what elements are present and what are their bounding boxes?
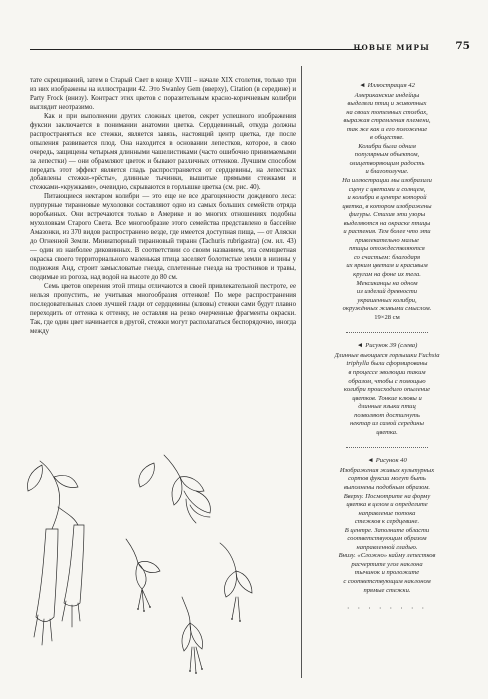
caption-line: нектар из самой середины	[350, 420, 424, 428]
caption-line: колибри происходило опыление	[343, 386, 431, 394]
leaf-left-1	[28, 465, 43, 491]
caption-line: Длинные вьющиеся горлышки Fuchsia	[334, 351, 440, 359]
caption-line: сцену с цветами и солнцем,	[348, 185, 426, 193]
caption-figure-39	[308, 342, 466, 437]
petal-lines-left	[34, 615, 52, 645]
caption-line: и колибри в центре которой	[347, 194, 427, 202]
caption-line: направленной гладью.	[356, 543, 418, 551]
caption-illustration-42	[308, 82, 466, 322]
caption-line: Мексиканцы на одном	[356, 279, 418, 287]
stem-branch	[58, 507, 78, 525]
caption-line: На иллюстрации мы изобразили	[342, 177, 432, 185]
caption-line: позволяют достигнуть	[354, 411, 420, 419]
page-header	[30, 40, 470, 54]
corolla-middle	[136, 563, 146, 589]
caption-line: и растения. Тем более что эти	[343, 228, 431, 236]
body-paragraph: Семь цветов оперения этой птицы отличаются в своей привлекательной пестроте, ее нельзя пропустить, не учитывая многообразия оттенков! По мере распространения последовательных слоев лучшей глади от сердцевины (клювы) стежки сами будут плавно переходить от оттенка к оттенку, не оставляя на резко очерченные фрагменты окраски. Так, где один цвет начинается в другой, стежки могут располагаться беспорядочно, иногда между	[30, 282, 296, 335]
stamen-middle	[138, 589, 150, 611]
fuchsia-stem-middle	[126, 539, 138, 563]
caption-line: их ярким цветам и красивым	[346, 262, 428, 270]
corolla-lower	[224, 571, 236, 597]
leaf-right	[139, 463, 155, 487]
caption-line: кругам на фоне их тела.	[353, 271, 421, 279]
caption-line: длинные языки птиц	[358, 403, 416, 411]
caption-title: Рисунок 39 (слева)	[365, 342, 418, 350]
caption-line: привлекательно малые	[355, 236, 419, 244]
caption-title: Рисунок 40	[375, 457, 407, 465]
flower-tube-left	[36, 529, 58, 622]
caption-line: популярным объектом,	[354, 151, 420, 159]
caption-line: Колибри была одним	[358, 142, 416, 150]
caption-line: Вверху. Посмотрите на форму	[343, 492, 431, 500]
caption-title: Иллюстрация 42	[367, 82, 415, 89]
caption-line: сортов фуксии могут быть	[348, 475, 426, 483]
caption-line: соответствующим образом	[347, 535, 427, 543]
sepal-bottom-2	[190, 623, 203, 649]
caption-line: прямые стежки.	[363, 586, 411, 594]
caption-line: направление потока	[358, 509, 416, 517]
caption-line: Американские индейцы	[354, 91, 420, 99]
caption-line: цветка в целом и определите	[346, 501, 428, 509]
caption-line: на своих тотемных столбах,	[346, 108, 428, 116]
caption-line: цветка, в котором изображены	[342, 202, 432, 210]
header-rule	[30, 49, 362, 50]
stamen-bottom	[190, 647, 202, 673]
caption-line: Изображения живых культурных	[339, 466, 435, 474]
caption-divider	[346, 447, 428, 448]
sepal-bottom	[182, 623, 191, 651]
body-paragraph: Как и при выполнении других сложных цветов, секрет успешного изображения фуксии заключается в понимании анатомии цветка. Сердцевинный, откуда должны распространяться все стежки, является завязь, настоящий центр цветка, где после опыления развивается плод. Она находится в основании лепестков, которое, в свою очередь, защищены четырьмя длинными чашелистиками (часто ошибочно принимаемыми за лепестки) — они обрамляют цветок и бывают различных оттенков. Лучшим способом передать этот эффект является гладь распространяется от сердцевины, на лепестках добавлены стежки-«рёсты», длинные тычинки, вышитые прямыми стежками и стежками-«кружками», очевидно, скрываются в горлышке цветка (см. рис. 40).	[30, 112, 296, 192]
caption-line: украшенных колибри,	[357, 296, 417, 304]
stamen-lower	[232, 597, 240, 621]
caption-line: В центре. Заполните области	[344, 526, 430, 534]
caption-line: и благополучие.	[365, 168, 409, 176]
arrow-icon: ◄	[356, 342, 364, 350]
ornament-dots: · · · · · · · ·	[346, 604, 428, 614]
fuchsia-stem-right	[164, 455, 180, 477]
sepal-1	[180, 477, 204, 492]
body-paragraph: Питающиеся нектаром колибри — это еще не все драгоценности дождевого леса: пурпурные тиранновые мухоловки составляют одно из самых больших семейств отряда воробьиных. Они встречаются только в Америке и во многих отношениях подобны мухоловкам Старого Света. Все многообразие этого семейства представлено в бассейне Амазонки, из 370 видов распространено везде, где имеется доступная пища, — от Аляски до Огненной Земли. Миниатюрный тиранновый тиранн (Tachuris rubrigastra) (см. ил. 43) — один из наиболее диковинных. В соответствии со своим названием, эта семицветная окраска своего территориального маленькая птица заселяет болотистые земли в низины у подножия Анд, строит замысловатые гнезда, сплетенные гнезда на тростников и травы, сводимые из рогоза, над водой на высоте до 80 см.	[30, 193, 296, 281]
caption-line: тычинок и проложите	[354, 569, 420, 577]
caption-line: птицы отождествляются	[349, 245, 425, 253]
caption-divider	[346, 332, 428, 333]
caption-line: выполнены подобным образом.	[343, 483, 431, 491]
caption-line: фигуры. Стихия эти узоры	[348, 211, 426, 219]
caption-line: в обществе.	[370, 134, 404, 142]
sepal-lower	[236, 571, 252, 593]
caption-line: так же как и его положение	[346, 125, 428, 133]
fuchsia-stem-lower	[220, 543, 236, 571]
caption-line: выделяются на окраске птицы	[343, 219, 431, 227]
caption-line: с соответствующим наклоном	[343, 577, 431, 585]
caption-line: из изделий древности	[356, 288, 418, 296]
caption-line: цветка.	[376, 428, 398, 436]
caption-line: со счастьем: благодаря	[353, 253, 421, 261]
arrow-icon: ◄	[367, 457, 374, 465]
caption-line: окружённых живыми смыслом.	[342, 305, 432, 313]
sidebar-captions	[308, 82, 466, 614]
caption-line: стежков к сердцевине.	[354, 518, 420, 526]
caption-line: в процессе эволюции таким	[348, 368, 426, 376]
flower-tube-left-2	[64, 525, 84, 606]
sepal-2	[172, 477, 182, 505]
fuchsia-stem-left	[40, 461, 60, 529]
section-title: НОВЫЕ МИРЫ	[353, 43, 430, 52]
dimensions-label: 19×28 см	[374, 313, 400, 321]
body-paragraph: тате скрещиваний, затем в Старый Свет в конце XVIII – начале XIX столетия, только три из них изображены на иллюстрации 42. Это Swanley Gem (вверху), Citation (в середине) и Party Frock (внизу). Контраст этих цветов с поразительным красно-коричневым колибри выглядит неотразимо.	[30, 77, 296, 111]
caption-line: выделяли птиц и животных	[347, 100, 427, 108]
caption-line: выражая стремления племени,	[343, 117, 431, 125]
caption-text	[308, 467, 466, 595]
page-number: 75	[455, 40, 470, 52]
caption-figure-40	[308, 457, 466, 613]
caption-line: расчертите угол наклона	[351, 560, 423, 568]
caption-line: Внизу. «Сложно» кайму лепестков	[338, 552, 436, 560]
caption-line: олицетворяющим радость	[349, 159, 425, 167]
caption-line: цветков. Тонкие клювы и	[352, 394, 422, 402]
arrow-icon: ◄	[359, 82, 366, 89]
caption-line: triphylla были сформированы	[346, 360, 428, 368]
caption-line: образом, чтобы с помощью	[348, 377, 426, 385]
main-text-column	[30, 77, 296, 337]
caption-text	[308, 92, 466, 314]
corolla-ruffles	[186, 499, 210, 523]
fuchsia-line-drawing	[14, 447, 308, 677]
fuchsia-stem-bottom	[182, 597, 190, 623]
caption-text	[308, 352, 466, 437]
